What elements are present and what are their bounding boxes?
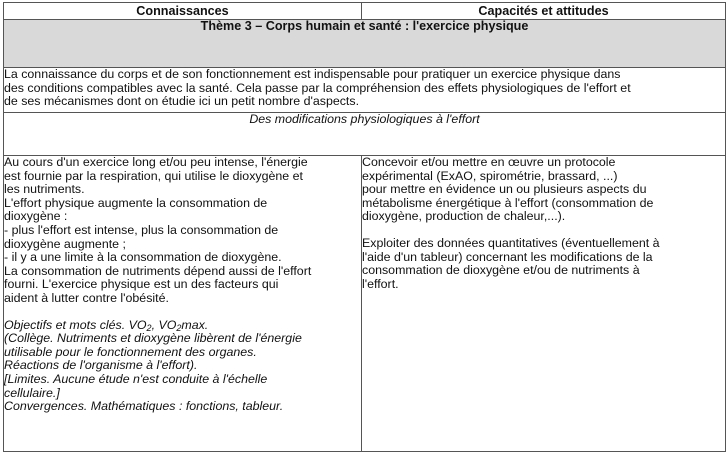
note-line: (Collège. Nutriments et dioxygène libèrent de l'énergie (4, 331, 302, 346)
keywords-prefix: Objectifs et mots clés. VO (4, 317, 147, 332)
capacity-line: Exploiter des données quantitatives (éventuellement à (362, 235, 660, 250)
section-subtitle: Des modifications physiologiques à l'effort (4, 113, 726, 156)
capacity-line: métabolisme énergétique à l'effort (consommation de (362, 195, 654, 210)
knowledge-line: dioxygène augmente ; (4, 236, 126, 251)
note-line: cellulaire.] (4, 385, 60, 400)
intro-line: La connaissance du corps et de son fonctionnement est indispensable pour pratiquer un exercice physique dans (4, 67, 621, 81)
subtitle-row (4, 113, 726, 156)
knowledge-line: La consommation de nutriments dépend aussi de l'effort (4, 263, 312, 278)
knowledge-line: Au cours d'un exercice long et/ou peu intense, l'énergie (4, 155, 308, 169)
knowledge-line: L'effort physique augmente la consommation de (4, 195, 268, 210)
intro-line: des conditions compatibles avec la santé. Cela passe par la compréhension des effets physiologiques de l'effort et (4, 80, 631, 95)
capacity-line: consommation de dioxygène et/ou de nutriments à (362, 263, 640, 278)
knowledge-line: est fournie par la respiration, qui utilise le dioxygène et (4, 168, 303, 183)
intro-text (4, 68, 726, 113)
note-line: [Limites. Aucune étude n'est conduite à l'échelle (4, 371, 268, 386)
knowledge-line: les nutriments. (4, 182, 85, 197)
keywords-suffix: max. (181, 317, 209, 332)
capacity-line: Concevoir et/ou mettre en œuvre un protocole (362, 155, 616, 169)
knowledge-line: aident à lutter contre l'obésité. (4, 290, 169, 305)
subscript: 2 (146, 322, 152, 333)
capacites-cell (362, 156, 726, 452)
note-line: Convergences. Mathématiques : fonctions, tableur. (4, 399, 284, 414)
capacity-line: l'effort. (362, 276, 399, 291)
knowledge-line: - il y a une limite à la consommation de dioxygène. (4, 250, 282, 265)
intro-line: de ses mécanismes dont on étudie ici un petit nombre d'aspects. (4, 94, 360, 109)
theme-row (4, 20, 726, 68)
theme-title: Thème 3 – Corps humain et santé : l'exercice physique (4, 20, 726, 68)
capacity-line: l'aide d'un tableur) concernant les modifications de la (362, 249, 653, 264)
header-row (4, 3, 726, 20)
program-table (3, 2, 726, 452)
capacity-line: dioxygène, production de chaleur,...). (362, 209, 566, 224)
capacity-line: expérimental (ExAO, spirométrie, brassard, ...) (362, 168, 618, 183)
subscript: 2 (176, 322, 182, 333)
content-row (4, 156, 726, 452)
intro-row (4, 68, 726, 113)
keywords-line (4, 319, 361, 333)
capacity-line: pour mettre en évidence un ou plusieurs aspects du (362, 182, 647, 197)
knowledge-line: dioxygène : (4, 209, 68, 224)
knowledge-line: - plus l'effort est intense, plus la consommation de (4, 222, 279, 237)
keywords-mid: , VO (151, 317, 177, 332)
note-line: Réactions de l'organisme à l'effort). (4, 358, 198, 373)
column-header-capacites: Capacités et attitudes (362, 3, 726, 20)
knowledge-line: fourni. L'exercice physique est un des facteurs qui (4, 277, 279, 292)
connaissances-cell (4, 156, 362, 452)
note-line: utilisable pour le fonctionnement des organes. (4, 344, 257, 359)
column-header-connaissances: Connaissances (4, 3, 362, 20)
